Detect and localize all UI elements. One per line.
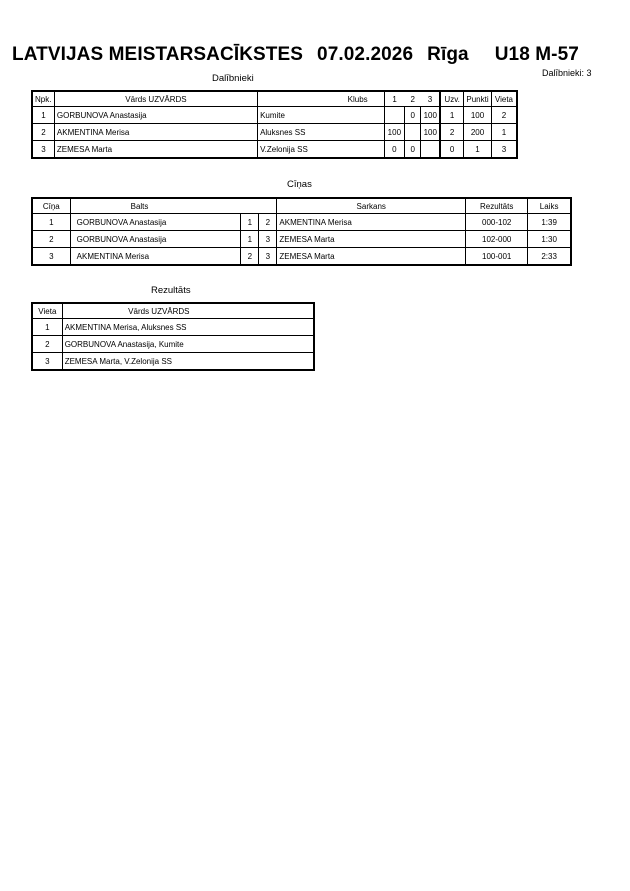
name-cell: AKMENTINA Merisa	[54, 124, 257, 141]
white-cell: GORBUNOVA Anastasija	[70, 214, 241, 231]
col-club: Klubs	[258, 91, 385, 107]
score-cell: 0	[405, 107, 421, 124]
npk-cell: 3	[32, 141, 54, 159]
white-cell: AKMENTINA Merisa	[70, 248, 241, 266]
table-row	[32, 248, 571, 266]
red-number-cell: 3	[259, 231, 277, 248]
table-row	[32, 336, 314, 353]
col-points: Punkti	[464, 91, 492, 107]
event-name: LATVIJAS MEISTARSACĪKSTES	[12, 44, 304, 65]
col-name: Vārds UZVĀRDS	[54, 91, 257, 107]
score-cell	[384, 107, 404, 124]
participants-table	[31, 90, 518, 159]
place-cell: 3	[32, 353, 62, 371]
red-cell: ZEMESA Marta	[277, 248, 466, 266]
score-cell: 100	[384, 124, 404, 141]
col-wins: Uzv.	[440, 91, 463, 107]
entry-cell: ZEMESA Marta, V.Zelonija SS	[62, 353, 314, 371]
points-cell: 100	[464, 107, 492, 124]
bout-number-cell: 1	[32, 214, 70, 231]
white-number-cell: 1	[241, 214, 259, 231]
page-title	[12, 44, 579, 66]
npk-cell: 2	[32, 124, 54, 141]
results-table	[31, 302, 315, 371]
red-number-cell: 2	[259, 214, 277, 231]
wins-cell: 0	[440, 141, 463, 159]
entry-cell: GORBUNOVA Anastasija, Kumite	[62, 336, 314, 353]
score-cell	[405, 124, 421, 141]
name-cell: ZEMESA Marta	[54, 141, 257, 159]
entry-cell: AKMENTINA Merisa, Aluksnes SS	[62, 319, 314, 336]
table-header-row	[32, 91, 517, 107]
white-number-cell: 2	[241, 248, 259, 266]
col-red: Sarkans	[277, 198, 466, 214]
white-cell: GORBUNOVA Anastasija	[70, 231, 241, 248]
col-white: Balts	[70, 198, 277, 214]
col-name: Vārds UZVĀRDS	[62, 303, 314, 319]
time-cell: 2:33	[528, 248, 571, 266]
time-cell: 1:39	[528, 214, 571, 231]
red-cell: AKMENTINA Merisa	[277, 214, 466, 231]
club-cell: Kumite	[258, 107, 385, 124]
event-date: 07.02.2026	[317, 44, 414, 65]
table-row	[32, 107, 517, 124]
table-row	[32, 214, 571, 231]
table-row	[32, 124, 517, 141]
table-row	[32, 353, 314, 371]
col-place: Vieta	[32, 303, 62, 319]
time-cell: 1:30	[528, 231, 571, 248]
club-cell: V.Zelonija SS	[258, 141, 385, 159]
col-r1: 1	[392, 94, 397, 104]
score-cell: 100	[421, 124, 440, 141]
place-cell: 3	[491, 141, 517, 159]
name-cell: GORBUNOVA Anastasija	[54, 107, 257, 124]
score-cell: 100	[421, 107, 440, 124]
place-cell: 2	[32, 336, 62, 353]
result-cell: 102-000	[466, 231, 528, 248]
table-header-row	[32, 303, 314, 319]
wins-cell: 1	[440, 107, 463, 124]
score-cell: 0	[384, 141, 404, 159]
score-cell: 0	[405, 141, 421, 159]
event-city: Rīga	[427, 44, 469, 65]
col-r2: 2	[410, 94, 415, 104]
bout-number-cell: 3	[32, 248, 70, 266]
club-cell: Aluksnes SS	[258, 124, 385, 141]
col-npk: Npk.	[32, 91, 54, 107]
points-cell: 200	[464, 124, 492, 141]
place-cell: 1	[491, 124, 517, 141]
col-r3: 3	[421, 91, 440, 107]
col-time: Laiks	[528, 198, 571, 214]
participants-count: Dalībnieki: 3	[542, 68, 592, 78]
col-result: Rezultāts	[466, 198, 528, 214]
table-header-row	[32, 198, 571, 214]
wins-cell: 2	[440, 124, 463, 141]
red-cell: ZEMESA Marta	[277, 231, 466, 248]
result-cell: 000-102	[466, 214, 528, 231]
col-place: Vieta	[491, 91, 517, 107]
points-cell: 1	[464, 141, 492, 159]
white-number-cell: 1	[241, 231, 259, 248]
table-row	[32, 319, 314, 336]
table-row	[32, 141, 517, 159]
score-cell	[421, 141, 440, 159]
place-cell: 2	[491, 107, 517, 124]
place-cell: 1	[32, 319, 62, 336]
results-title: Rezultāts	[151, 285, 191, 296]
bout-number-cell: 2	[32, 231, 70, 248]
table-row	[32, 231, 571, 248]
result-cell: 100-001	[466, 248, 528, 266]
event-category: U18 M-57	[494, 44, 579, 65]
bouts-table	[31, 197, 572, 266]
bouts-title: Cīņas	[287, 179, 312, 190]
col-bout: Cīņa	[32, 198, 70, 214]
npk-cell: 1	[32, 107, 54, 124]
participants-title: Dalībnieki	[212, 73, 254, 84]
red-number-cell: 3	[259, 248, 277, 266]
